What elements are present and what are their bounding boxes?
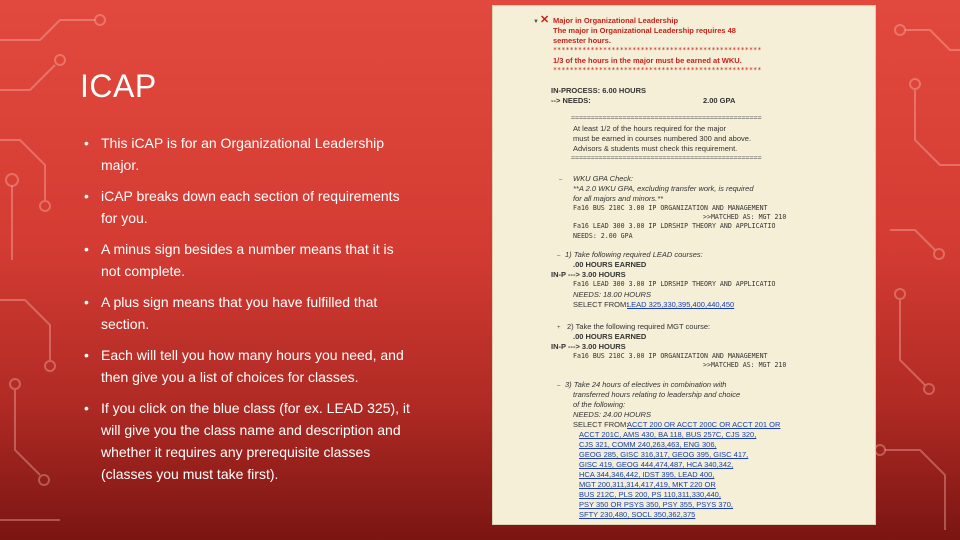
course-row: Fa16 LEAD 300 3.00 IP LDRSHIP THEORY AND APPLICATIO	[573, 280, 776, 288]
section-2-title: 2) Take the following required MGT course:	[567, 322, 711, 331]
gpa-check-text: **A 2.0 WKU GPA, excluding transfer work, is required	[573, 184, 754, 193]
section-1-earned: .00 HOURS EARNED	[573, 260, 647, 269]
requirement-title[interactable]: Major in Organizational Leadership	[553, 16, 679, 25]
note-text: Advisors & students must check this requirement.	[573, 144, 738, 153]
gpa-check-title: WKU GPA Check:	[573, 174, 634, 183]
section-3-text: of the following:	[573, 400, 626, 409]
bullet-item: • This iCAP is for an Organizational Leadership major.	[84, 132, 414, 176]
course-row: Fa16 BUS 210C 3.00 IP ORGANIZATION AND MANAGEMENT	[573, 204, 768, 212]
minus-sign-icon: –	[557, 253, 561, 259]
elective-course-links[interactable]: GISC 419, GEOG 444,474,487, HCA 340,342,	[579, 460, 734, 469]
requirement-text: semester hours.	[553, 36, 611, 45]
needs-label: --> NEEDS:	[551, 96, 591, 105]
needs-gpa-row: NEEDS: 2.00 GPA	[573, 232, 633, 240]
needs-gpa: 2.00 GPA	[703, 96, 736, 105]
elective-course-links[interactable]: ACCT 201C, AMS 430, BA 118, BUS 257C, CJS 320,	[579, 430, 757, 439]
asterisk-divider: **************************************************	[553, 66, 762, 74]
elective-course-links[interactable]: MGT 200,311,314,417,419, MKT 220 OR	[579, 480, 716, 489]
gpa-check-text: for all majors and minors.**	[573, 194, 664, 203]
section-2-earned: .00 HOURS EARNED	[573, 332, 647, 341]
section-3-text: transferred hours relating to leadership and choice	[573, 390, 741, 399]
minus-sign-icon: –	[559, 177, 563, 183]
bullet-item: • iCAP breaks down each section of requirements for you.	[84, 185, 414, 229]
equals-divider: ================================================	[571, 154, 762, 162]
incomplete-x-icon: ✕	[540, 14, 550, 26]
requirement-text: The major in Organizational Leadership requires 48	[553, 26, 736, 35]
section-1-title: 1) Take following required LEAD courses:	[565, 250, 703, 259]
section-1-in-progress: IN-P ---> 3.00 HOURS	[551, 270, 626, 279]
course-row: Fa16 BUS 210C 3.00 IP ORGANIZATION AND MANAGEMENT	[573, 352, 768, 360]
collapse-triangle-icon[interactable]: ▼	[533, 19, 539, 25]
degree-audit-screenshot	[492, 5, 876, 525]
elective-course-links[interactable]: HCA 344,346,442, IDST 395, LEAD 400,	[579, 470, 715, 479]
plus-sign-icon: +	[557, 325, 561, 331]
bullet-item: • If you click on the blue class (for ex. LEAD 325), it will give you the class name and description and whether it requires any prerequisite classes (classes you must take first).	[84, 397, 414, 485]
elective-course-links[interactable]: GEOG 285, GISC 316,317, GEOG 395, GISC 417,	[579, 450, 749, 459]
section-3-title: 3) Take 24 hours of electives in combination with	[565, 380, 727, 389]
minus-sign-icon: –	[557, 383, 561, 389]
section-3-needs: NEEDS: 24.00 HOURS	[573, 410, 651, 419]
requirement-text: 1/3 of the hours in the major must be earned at WKU.	[553, 56, 742, 65]
elective-course-links[interactable]: PSY 350 OR PSYS 350, PSY 355, PSYS 370,	[579, 500, 733, 509]
note-text: At least 1/2 of the hours required for the major	[573, 124, 726, 133]
note-text: must be earned in courses numbered 300 and above.	[573, 134, 752, 143]
asterisk-divider: **************************************************	[553, 46, 762, 54]
bullet-list	[84, 132, 414, 494]
section-1-needs: NEEDS: 18.00 HOURS	[573, 290, 651, 299]
bullet-item: • A plus sign means that you have fulfilled that section.	[84, 291, 414, 335]
course-row: Fa16 LEAD 300 3.00 IP LDRSHIP THEORY AND APPLICATIO	[573, 222, 776, 230]
elective-course-links[interactable]: BUS 212C, PLS 200, PS 110,311,330,440,	[579, 490, 721, 499]
bullet-item: • A minus sign besides a number means that it is not complete.	[84, 238, 414, 282]
section-2-in-progress: IN-P ---> 3.00 HOURS	[551, 342, 626, 351]
slide-title: ICAP	[80, 68, 157, 104]
bullet-item: • Each will tell you how many hours you need, and then give you a list of choices for classes.	[84, 344, 414, 388]
elective-course-links[interactable]: CJS 321, COMM 240,263,463, ENG 306,	[579, 440, 717, 449]
lead-course-links[interactable]: LEAD 325,330,395,400,440,450	[627, 300, 735, 309]
select-from-label: SELECT FROM:	[573, 300, 629, 309]
course-match: >>MATCHED AS: MGT 210	[703, 361, 787, 369]
in-process-hours: IN-PROCESS: 6.00 HOURS	[551, 86, 647, 95]
equals-divider: ================================================	[571, 114, 762, 122]
elective-course-links[interactable]: ACCT 200 OR ACCT 200C OR ACCT 201 OR	[627, 420, 781, 429]
select-from-label: SELECT FROM:	[573, 420, 629, 429]
elective-course-links[interactable]: SFTY 230,480, SOCL 350,362,375	[579, 510, 696, 519]
course-match: >>MATCHED AS: MGT 210	[703, 213, 787, 221]
